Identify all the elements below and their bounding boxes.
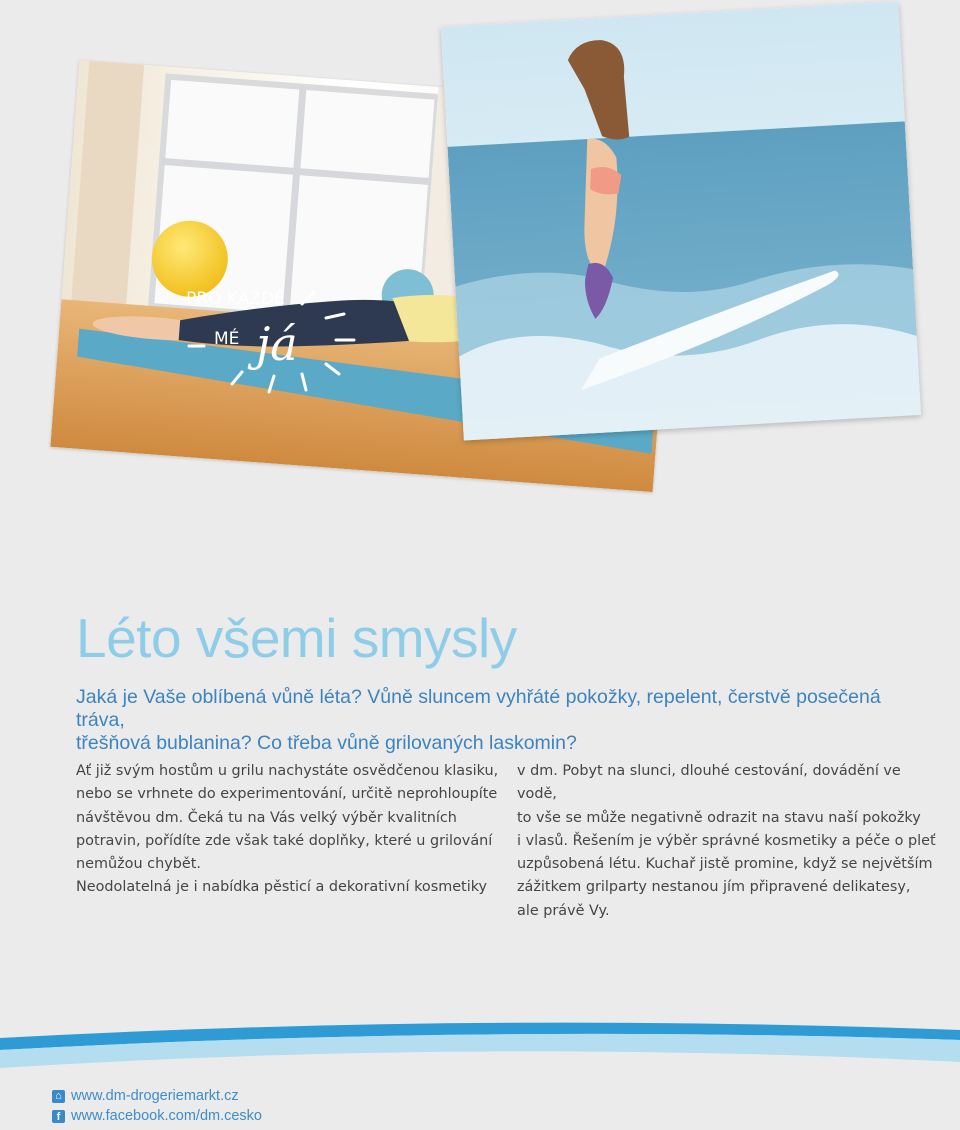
body-right-line: to vše se může negativně odrazit na stavu naší pokožky bbox=[517, 809, 921, 826]
house-icon: ⌂ bbox=[52, 1090, 65, 1103]
website-text[interactable]: www.dm-drogeriemarkt.cz bbox=[71, 1088, 239, 1104]
body-right-line: ale právě Vy. bbox=[517, 902, 610, 919]
badge-line2: MÉ bbox=[214, 329, 240, 349]
body-right-line: uzpůsobená létu. Kuchař jistě promine, když se největším bbox=[517, 856, 933, 873]
intro-line-1: Jaká je Vaše oblíbená vůně léta? Vůně sluncem vyhřáté pokožky, repelent, čerstvě posečená tráva, bbox=[76, 686, 881, 731]
body-left-line: nebo se vrhnete do experimentování, určitě neprohloupíte bbox=[76, 786, 498, 803]
badge-line1: PRO KAŽDÉ bbox=[186, 289, 285, 309]
intro-text bbox=[76, 686, 916, 755]
surf-scene bbox=[441, 2, 921, 441]
body-left-line: návštěvou dm. Čeká tu na Vás velký výběr kvalitních bbox=[76, 809, 457, 826]
facebook-link[interactable] bbox=[52, 1106, 262, 1126]
website-link[interactable] bbox=[52, 1086, 262, 1106]
body-left-line: potravin, pořídíte zde však také doplňky, které u grilování bbox=[76, 832, 493, 849]
body-column-right bbox=[517, 760, 937, 923]
facebook-text[interactable]: www.facebook.com/dm.cesko bbox=[71, 1108, 262, 1124]
footer bbox=[52, 1086, 262, 1126]
body-right-line: zážitkem grilparty nestanou jím připravené delikatesy, bbox=[517, 879, 911, 896]
intro-line-2: třešňová bublanina? Co třeba vůně grilovaných laskomin? bbox=[76, 732, 577, 754]
body-right-line: v dm. Pobyt na slunci, dlouhé cestování, dovádění ve vodě, bbox=[517, 763, 901, 803]
photo-surfer bbox=[441, 2, 921, 441]
body-column-left bbox=[76, 760, 506, 900]
body-left-line: Neodolatelná je i nabídka pěsticí a dekorativní kosmetiky bbox=[76, 879, 488, 896]
body-right-line: i vlasů. Řešením je výběr správné kosmetiky a péče o pleť bbox=[517, 832, 936, 849]
badge-pro-kazde-me-ja bbox=[50, 289, 652, 492]
facebook-icon: f bbox=[52, 1110, 65, 1123]
page-title: Léto všemi smysly bbox=[76, 607, 517, 669]
body-left-line: nemůžou chybět. bbox=[76, 856, 201, 873]
body-left-line: Ať již svým hostům u grilu nachystáte osvědčenou klasiku, bbox=[76, 763, 499, 779]
badge-script: já bbox=[256, 317, 298, 371]
decorative-wave bbox=[0, 1016, 960, 1068]
